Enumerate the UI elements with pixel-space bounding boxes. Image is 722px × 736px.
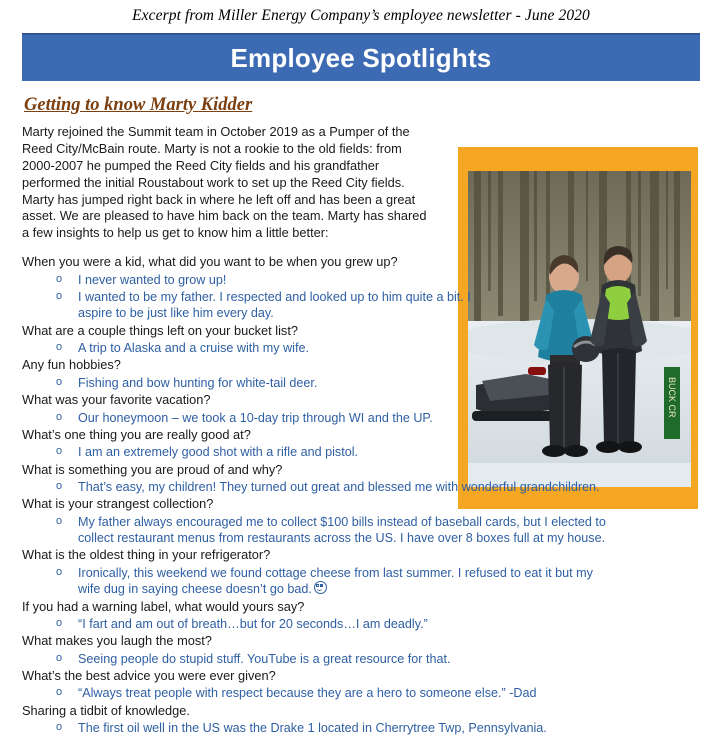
answer <box>56 444 677 460</box>
bullet-marker: o <box>56 721 63 734</box>
answer <box>56 720 677 736</box>
answer-text: Fishing and bow hunting for white-tail deer. <box>78 375 318 390</box>
sign-post <box>664 367 680 439</box>
answer-text: The first oil well in the US was the Drake 1 located in Cherrytree Twp, Pennsylvania. <box>78 721 547 736</box>
answer <box>56 410 478 426</box>
svg-text:BUCK CR: BUCK CR <box>667 377 677 418</box>
bullet-marker: o <box>56 341 63 354</box>
answer-text: I never wanted to grow up! <box>78 272 227 287</box>
question: What is the oldest thing in your refrigerator? <box>22 547 271 563</box>
answer-text: My father always encouraged me to collect $100 bills instead of baseball cards, but I elected to collect restaurant menus from restaurants across the US. I have over 8 boxes full at my house. <box>78 514 606 546</box>
answer-text: Our honeymoon – we took a 10-day trip through WI and the UP. <box>78 410 433 425</box>
intro-paragraph: Marty rejoined the Summit team in October 2019 as a Pumper of the Reed City/McBain route. Marty is not a rookie to the old fields: from 2000-2007 he pumped the Reed City fields and his grandfather performed the initial Roustabout work to set up the Reed City fields. Marty has jumped right back in where he left off and has been a great asset. We are pleased to have him back on the team. Marty has shared a few insights to help us get to know him a little better: <box>22 124 427 241</box>
question: If you had a warning label, what would yours say? <box>22 598 305 614</box>
photo-illustration <box>468 171 691 487</box>
bullet-marker: o <box>56 375 63 388</box>
question: What’s the best advice you were ever given? <box>22 668 276 684</box>
bullet-marker: o <box>56 514 63 527</box>
question: What is something you are proud of and why? <box>22 461 283 477</box>
answer-text: “I fart and am out of breath…but for 20 seconds…I am deadly.” <box>78 616 428 631</box>
bullet-marker: o <box>56 565 63 578</box>
banner-title: Employee Spotlights <box>230 42 492 73</box>
bullet-marker: o <box>56 272 63 285</box>
question: What are a couple things left on your bucket list? <box>22 322 298 338</box>
question: What makes you laugh the most? <box>22 633 212 649</box>
question: Sharing a tidbit of knowledge. <box>22 702 190 718</box>
answer <box>56 685 677 701</box>
bullet-marker: o <box>56 616 63 629</box>
answer <box>56 375 478 391</box>
bullet-marker: o <box>56 445 63 458</box>
question: What is your strangest collection? <box>22 496 214 512</box>
answer <box>56 651 677 667</box>
answer-text: Ironically, this weekend we found cottage cheese from last summer. I refused to eat it but my wife dug in saying cheese doesn’t go bad. <box>78 565 593 597</box>
article-body <box>22 81 700 736</box>
question-text: What’s one thing you are really good at? <box>22 426 251 442</box>
bullet-marker: o <box>56 686 63 699</box>
question: What was your favorite vacation? <box>22 392 211 408</box>
answer-text: That’s easy, my children! They turned out great and blessed me with wonderful grandchildren. <box>78 480 600 494</box>
answer-text: I wanted to be my father. I respected and looked up to him quite a bit. I aspire to be just like him every day. <box>78 289 471 321</box>
answer <box>56 289 478 322</box>
answer-text: Seeing people do stupid stuff. YouTube is a great resource for that. <box>78 651 451 666</box>
answer <box>56 272 478 288</box>
answer <box>56 479 677 495</box>
answer <box>56 514 618 547</box>
bullet-marker: o <box>56 289 63 302</box>
bullet-marker: o <box>56 480 63 492</box>
question: Any fun hobbies? <box>22 357 121 373</box>
answer <box>56 340 478 356</box>
bullet-marker: o <box>56 410 63 423</box>
excerpt-note: Excerpt from Miller Energy Company’s employee newsletter - June 2020 <box>132 7 590 24</box>
answer-text: A trip to Alaska and a cruise with my wife. <box>78 341 309 356</box>
marty-kidder-photo <box>468 171 691 487</box>
bullet-marker: o <box>56 651 63 664</box>
answer <box>56 616 677 632</box>
answer-text: “Always treat people with respect because they are a hero to someone else.” -Dad <box>78 686 537 701</box>
spotlight-banner <box>22 33 700 81</box>
smiley-icon <box>314 581 327 594</box>
answer-text: I am an extremely good shot with a rifle and pistol. <box>78 445 359 460</box>
answer <box>56 565 618 598</box>
section-heading: Getting to know Marty Kidder <box>24 95 253 115</box>
question: When you were a kid, what did you want to be when you grew up? <box>22 254 398 270</box>
